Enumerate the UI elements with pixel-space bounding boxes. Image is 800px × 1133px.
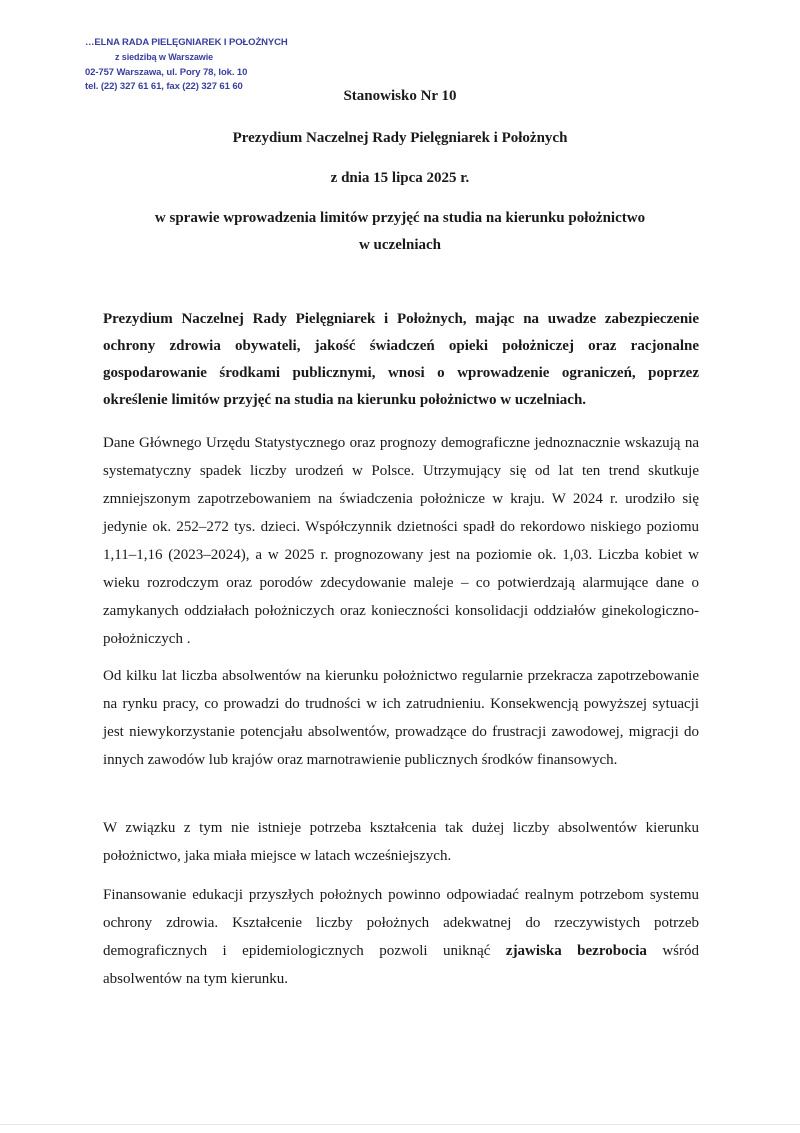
financing-text-start: Finansowanie edukacji przyszłych położnych powinno odpowiadać realnym potrzebom systemu ochrony zdrowia. Kształcenie liczby położnych adekwatnej do rzeczywistych potrzeb demograficznych i epidemiologicznych pozwoli uniknąć <box>103 887 699 959</box>
intro-paragraph: Prezydium Naczelnej Rady Pielęgniarek i Położnych, mając na uwadze zabezpieczenie ochrony zdrowia obywateli, jakość świadczeń opieki położniczej oraz racjonalne gospodarowanie środkami publicznymi, wnosi o wprowadzenie ograniczeń, poprzez określenie limitów przyjęć na studia na kierunku położnictwo w uczelniach. <box>103 311 699 408</box>
subject-line-1: w sprawie wprowadzenia limitów przyjęć na studia na kierunku położnictwo <box>154 210 646 226</box>
stamp-line-phone: tel. (22) 327 61 61, fax (22) 327 61 60 <box>85 81 243 92</box>
document-subject <box>0 205 800 259</box>
subject-line-2: w uczelniach <box>358 237 442 253</box>
document-date: z dnia 15 lipca 2025 r. <box>330 170 470 186</box>
stamp-line-name: …ELNA RADA PIELĘGNIAREK I POŁOŻNYCH <box>85 37 288 48</box>
stamp-line-address: 02-757 Warszawa, ul. Pory 78, lok. 10 <box>85 67 248 78</box>
paragraph-demographics: Dane Głównego Urzędu Statystycznego oraz prognozy demograficzne jednoznacznie wskazują na systematyczny spadek liczby urodzeń w Polsce. Utrzymujący się od lat ten trend skutkuje zmniejszonym zapotrzebowaniem na świadczenia położnicze w kraju. W 2024 r. urodziło się jedynie ok. 252–272 tys. dzieci. Współczynnik dzietności spadł do rekordowo niskiego poziomu 1,11–1,16 (2023–2024), a w 2025 r. prognozowany jest na poziomie ok. 1,03. Liczba kobiet w wieku rozrodczym oraz porodów zdecydowanie maleje – co potwierdzają alarmujące dane o zamykanych oddziałach położniczych oraz konieczności konsolidacji oddziałów ginekologiczno-położniczych . <box>103 435 699 647</box>
organization-stamp <box>85 36 288 92</box>
financing-text-end: wśród absolwentów na tym kierunku. <box>103 943 699 987</box>
paragraph-financing <box>103 881 699 993</box>
document-title: Stanowisko Nr 10 <box>343 88 457 104</box>
document-issuer: Prezydium Naczelnej Rady Pielęgniarek i Położnych <box>232 130 568 146</box>
paragraph-graduates: Od kilku lat liczba absolwentów na kierunku położnictwo regularnie przekracza zapotrzebowanie na rynku pracy, co prowadzi do trudności w ich zatrudnieniu. Konsekwencją powyższej sytuacji jest niewykorzystanie potencjału absolwentów, prowadzące do frustracji zawodowej, migracji do innych zawodów lub krajów oraz marnotrawienie publicznych środków finansowych. <box>103 668 699 768</box>
paragraph-no-need: W związku z tym nie istnieje potrzeba kształcenia tak dużej liczby absolwentów kierunku położnictwo, jaka miała miejsce w latach wcześniejszych. <box>103 820 699 864</box>
stamp-line-seat: z siedzibą w Warszawie <box>115 52 213 62</box>
financing-text-emphasis: zjawiska bezrobocia <box>505 943 647 959</box>
page-bottom-edge <box>0 1124 800 1125</box>
